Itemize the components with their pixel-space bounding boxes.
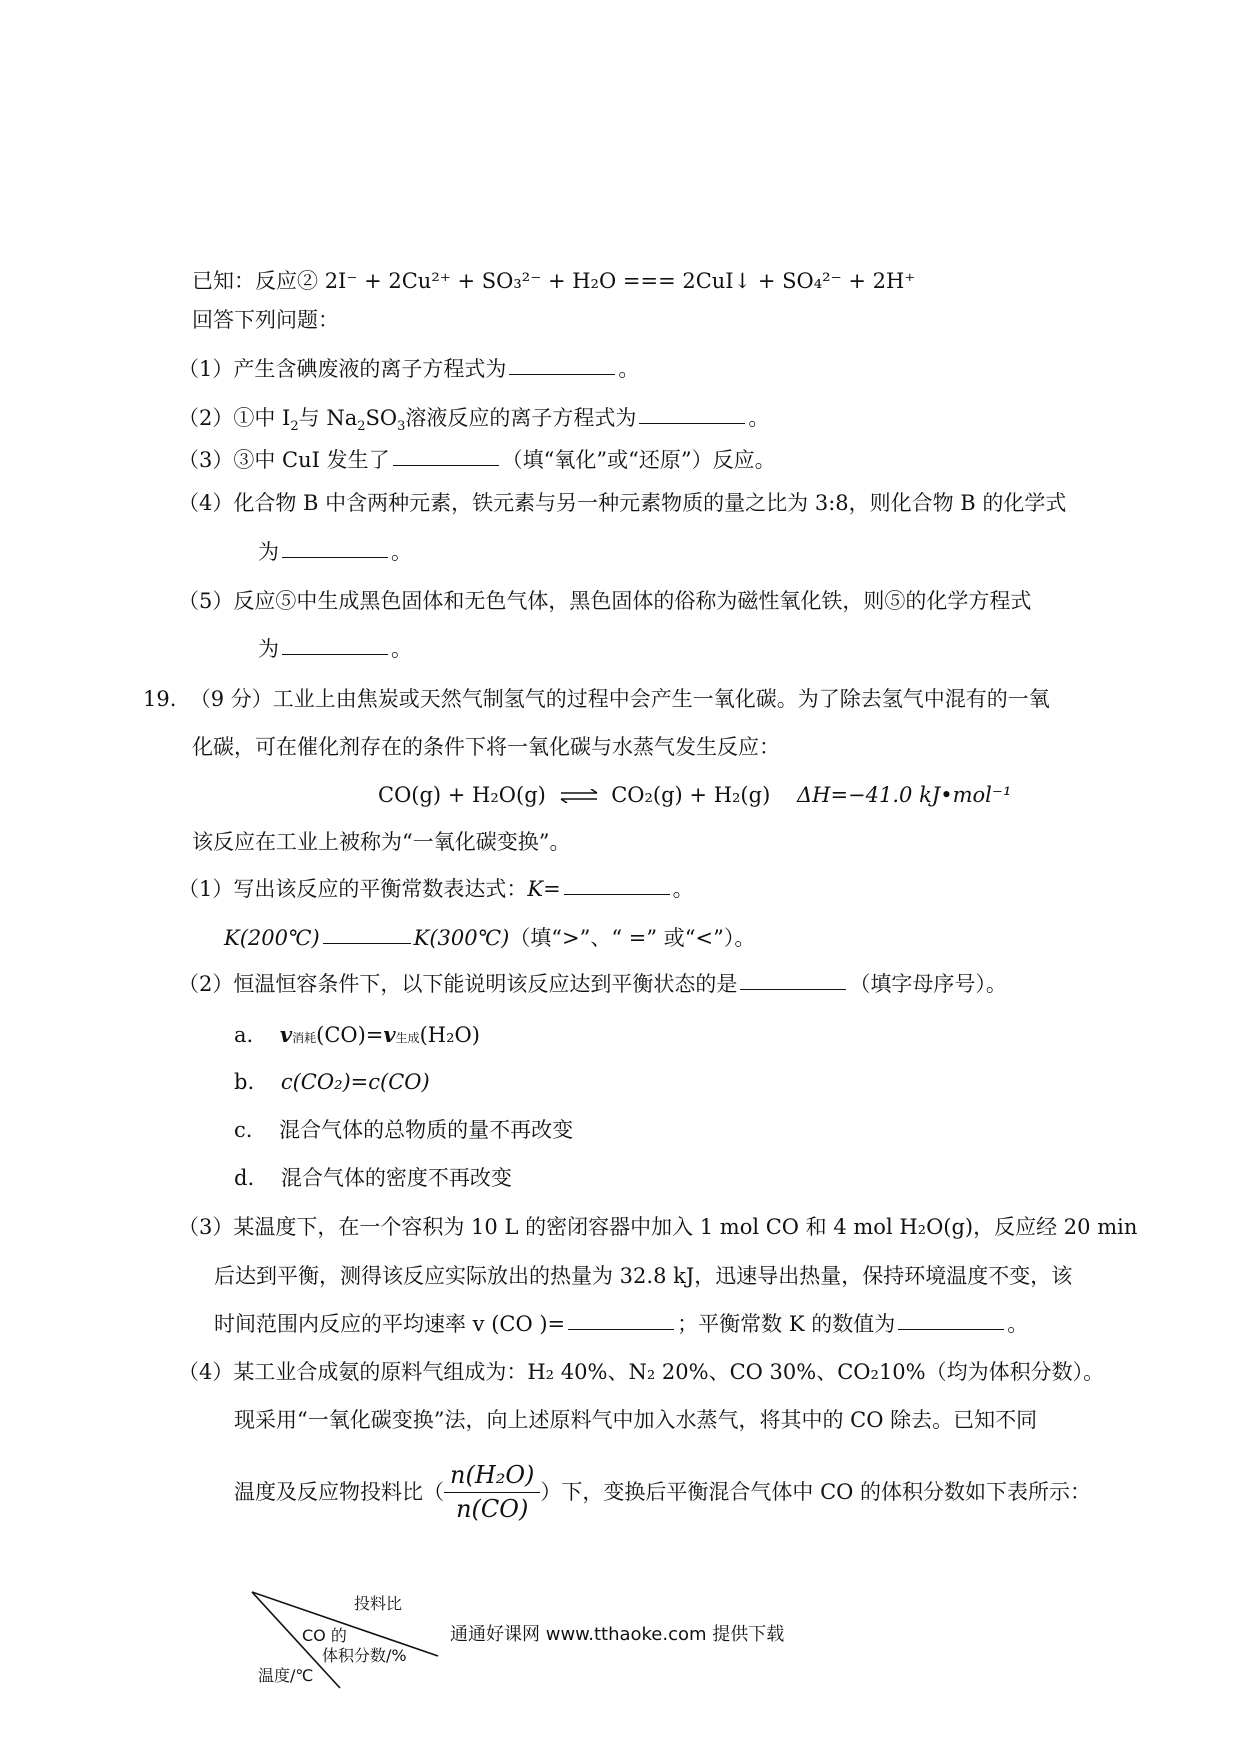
part-label: （2） — [178, 972, 234, 996]
part-text: ）下，变换后平衡混合气体中 CO 的体积分数如下表所示： — [540, 1480, 1092, 1505]
option-text: 混合气体的密度不再改变 — [280, 1166, 512, 1190]
q18-part1 — [178, 356, 639, 383]
part-text: 某工业合成氨的原料气组成为：H₂ 40%、N₂ 20%、CO 30%、CO₂10%（均为体积分数）。 — [233, 1360, 1105, 1384]
answer-blank[interactable] — [509, 373, 615, 375]
enthalpy-change: ΔH=−41.0 kJ•mol⁻¹ — [796, 783, 1012, 807]
part-end: （填“氧化”或“还原”）反应。 — [501, 448, 776, 472]
part-text: 溶液反应的离子方程式为 — [405, 406, 637, 430]
q18-part4-line1 — [178, 490, 1066, 517]
part-label: （1） — [178, 877, 234, 901]
question-text: （9 分）工业上由焦炭或天然气制氢气的过程中会产生一氧化碳。为了除去氢气中混有的一氧 — [189, 687, 1050, 711]
q19-named: 该反应在工业上被称为“一氧化碳变换”。 — [192, 830, 571, 854]
option-d — [234, 1165, 512, 1192]
q19-part1-line2 — [224, 925, 755, 952]
rate-symbol: v — [279, 1022, 293, 1047]
part-label: （3） — [178, 448, 234, 472]
answer-intro: 回答下列问题： — [192, 308, 339, 332]
part-text: 时间范围内反应的平均速率 v (CO )= — [214, 1312, 566, 1336]
q19-part4-line3 — [234, 1460, 1091, 1525]
part-end: 。 — [391, 637, 412, 661]
part-text: ；平衡常数 K 的数值为 — [677, 1312, 896, 1336]
table-header-diagonal-cell — [250, 1590, 440, 1690]
question-number: 19. — [143, 687, 177, 711]
rate-symbol: v — [383, 1022, 396, 1047]
part-label: （2） — [178, 406, 234, 430]
header-temp: 温度/℃ — [258, 1666, 314, 1685]
ratio-fraction — [444, 1460, 540, 1525]
option-a — [234, 1021, 480, 1049]
option-c — [234, 1117, 573, 1144]
option-text: c(CO₂)=c(CO) — [280, 1070, 430, 1094]
part-text: 写出该反应的平衡常数表达式： — [233, 877, 528, 901]
q18-part4-line2 — [258, 539, 412, 566]
part-label: （4） — [178, 1360, 234, 1384]
part-end: 。 — [391, 540, 412, 564]
footer-download-note: 通通好课网 www.tthaoke.com 提供下载 — [450, 1624, 785, 1645]
q19-part4-line2: 现采用“一氧化碳变换”法，向上述原料气中加入水蒸气，将其中的 CO 除去。已知不同 — [234, 1408, 1038, 1432]
option-text: (CO)= — [316, 1023, 384, 1047]
q18-part5-line1 — [178, 588, 1031, 615]
q19-intro-line2: 化碳，可在催化剂存在的条件下将一氧化碳与水蒸气发生反应： — [192, 735, 780, 759]
subscript: 3 — [397, 419, 406, 435]
option-b — [234, 1069, 430, 1096]
part-end: 。 — [672, 877, 694, 901]
answer-blank[interactable] — [282, 556, 388, 558]
q19-equation — [378, 782, 1011, 810]
fraction-numerator: n(H₂O) — [444, 1460, 540, 1493]
part-text: ③中 CuI 发生了 — [233, 448, 390, 472]
part-text: 反应⑤中生成黑色固体和无色气体，黑色固体的俗称为磁性氧化铁，则⑤的化学方程式 — [233, 589, 1032, 613]
q18-part5-line2 — [258, 636, 412, 663]
part-text: ①中 I — [233, 406, 291, 430]
fraction-denominator: n(CO) — [456, 1495, 529, 1524]
known-equation: 2I⁻ + 2Cu²⁺ + SO₃²⁻ + H₂O === 2CuI↓ + SO₄²⁻ + 2H⁺ — [324, 269, 916, 293]
rate-subscript: 生成 — [395, 1031, 420, 1045]
part-text: 温度及反应物投料比（ — [234, 1480, 444, 1505]
part-text: 与 Na — [298, 406, 358, 430]
option-label: d. — [234, 1166, 255, 1190]
equilibrium-arrow-icon — [559, 783, 599, 810]
answer-blank[interactable] — [740, 988, 846, 990]
header-co-line1: CO 的 — [302, 1626, 347, 1645]
part-end: 。 — [748, 406, 770, 430]
option-label: c. — [234, 1118, 253, 1142]
equation-right: CO₂(g) + H₂(g) — [611, 783, 771, 807]
answer-blank[interactable] — [639, 422, 745, 424]
q19-part4-line1 — [178, 1359, 1104, 1386]
part-label: （1） — [178, 357, 234, 381]
header-ratio: 投料比 — [354, 1594, 403, 1613]
part-label: （3） — [178, 1215, 234, 1239]
part-text: 为 — [258, 540, 279, 564]
part-label: （5） — [178, 589, 234, 613]
part-text: 某温度下，在一个容积为 10 L 的密闭容器中加入 1 mol CO 和 4 mol H₂O(g)，反应经 20 min — [233, 1215, 1138, 1239]
part-text: 化合物 B 中含两种元素，铁元素与另一种元素物质的量之比为 3:8，则化合物 B 的化学式 — [233, 491, 1067, 515]
answer-blank[interactable] — [568, 1328, 674, 1330]
option-text: (H₂O) — [419, 1023, 480, 1047]
option-label: a. — [234, 1023, 254, 1047]
q19-part3-line1 — [178, 1214, 1137, 1241]
subscript: 2 — [357, 419, 366, 435]
rate-subscript: 消耗 — [292, 1031, 317, 1045]
known-prefix: 已知：反应② — [192, 269, 325, 293]
answer-blank[interactable] — [564, 893, 670, 895]
header-co-line2: 体积分数/% — [322, 1646, 407, 1665]
option-label: b. — [234, 1070, 255, 1094]
answer-blank[interactable] — [282, 653, 388, 655]
part-label: （4） — [178, 491, 234, 515]
q19-part3-line2: 后达到平衡，测得该反应实际放出的热量为 32.8 kJ，迅速导出热量，保持环境温度不变，该 — [214, 1264, 1073, 1288]
part-text: 为 — [258, 637, 279, 661]
answer-blank[interactable] — [393, 464, 499, 466]
option-text: 混合气体的总物质的量不再改变 — [279, 1118, 574, 1142]
q19-part2 — [178, 971, 1007, 998]
subscript: 2 — [290, 419, 299, 435]
part-text: SO — [365, 406, 398, 430]
answer-blank[interactable] — [898, 1328, 1004, 1330]
k-300: K(300℃) — [413, 926, 510, 950]
part-end: （填字母序号）。 — [849, 972, 1007, 996]
k-symbol: K= — [527, 877, 561, 901]
q19-intro-line1 — [143, 686, 1050, 713]
equation-left: CO(g) + H₂O(g) — [378, 783, 546, 807]
k-200: K(200℃) — [224, 926, 320, 950]
known-reaction-line — [192, 268, 915, 295]
part-end: 。 — [618, 357, 640, 381]
part-text: 恒温恒容条件下，以下能说明该反应达到平衡状态的是 — [233, 972, 738, 996]
q19-part1-line1 — [178, 876, 694, 903]
part-end: 。 — [1007, 1312, 1029, 1336]
q18-part2 — [178, 405, 770, 435]
fill-note: （填“>”、“ =” 或“<”）。 — [509, 926, 756, 950]
part-text: 产生含碘废液的离子方程式为 — [233, 357, 507, 381]
answer-blank[interactable] — [323, 942, 411, 944]
q18-part3 — [178, 447, 776, 474]
q19-part3-line3 — [214, 1311, 1028, 1338]
